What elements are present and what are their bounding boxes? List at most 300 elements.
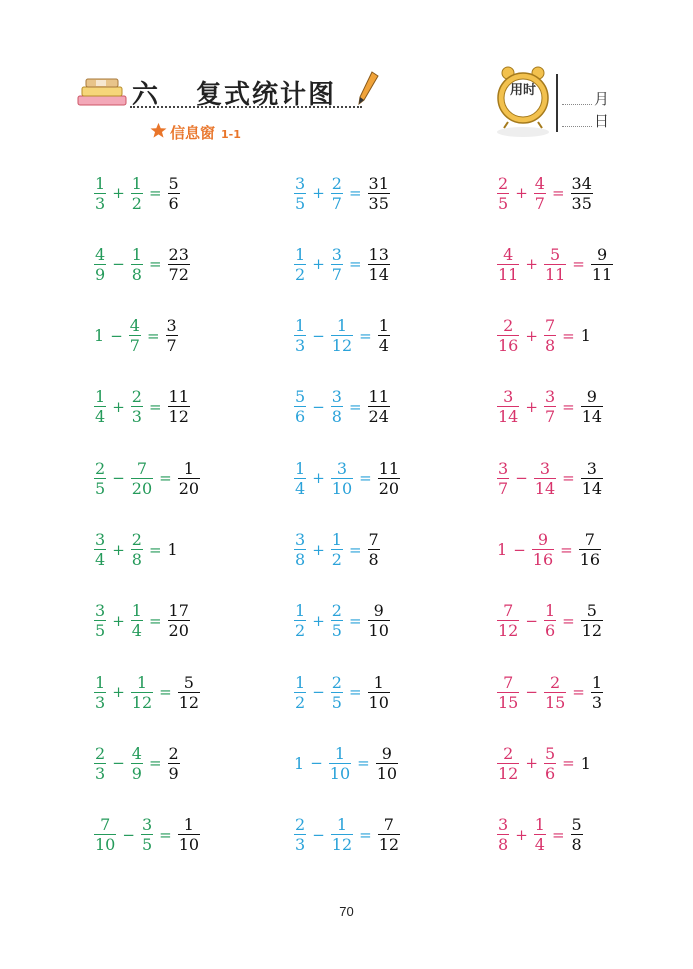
operand-fraction <box>294 601 306 640</box>
numerator: 3 <box>498 458 509 478</box>
operand-fraction <box>331 673 343 712</box>
operator: + <box>112 540 125 559</box>
equals-sign: = <box>148 754 162 773</box>
equation <box>495 170 595 216</box>
month-label: 月 <box>594 90 610 108</box>
operand-fraction <box>534 174 546 213</box>
numerator: 1 <box>183 458 194 478</box>
denominator: 2 <box>131 193 142 213</box>
result-fraction <box>368 530 380 569</box>
result-fraction <box>581 601 603 640</box>
numerator: 1 <box>336 815 348 835</box>
operand-fraction <box>94 815 116 854</box>
result-fraction <box>368 601 390 640</box>
equals-sign: = <box>572 683 585 702</box>
numerator: 1 <box>295 601 306 621</box>
operand-fraction <box>94 673 106 712</box>
numerator: 1 <box>336 316 348 336</box>
numerator: 5 <box>544 743 556 763</box>
denominator: 16 <box>579 550 601 569</box>
operator: − <box>112 255 125 274</box>
operand-fraction <box>94 387 106 426</box>
numerator: 3 <box>336 458 348 478</box>
operand-fraction <box>544 673 566 712</box>
denominator: 10 <box>329 763 351 783</box>
denominator: 8 <box>571 835 582 855</box>
equals-sign: = <box>146 326 160 345</box>
operand-fraction <box>94 601 106 640</box>
denominator: 11 <box>591 264 613 284</box>
numerator: 34 <box>571 173 592 193</box>
denominator: 12 <box>331 835 353 855</box>
denominator: 20 <box>378 478 400 498</box>
operator: − <box>310 754 323 773</box>
operand-fraction <box>544 601 556 640</box>
denominator: 16 <box>498 336 519 356</box>
numerator: 3 <box>586 458 597 478</box>
denominator: 12 <box>131 692 153 712</box>
denominator: 7 <box>544 407 556 427</box>
result-fraction <box>376 744 398 783</box>
numerator: 3 <box>331 387 342 407</box>
denominator: 7 <box>166 336 177 356</box>
equals-sign: = <box>148 255 162 274</box>
numerator: 1 <box>95 173 106 193</box>
numerator: 5 <box>550 244 561 264</box>
operator: + <box>312 540 325 559</box>
operator: − <box>110 326 123 345</box>
operand-whole: 1 <box>94 326 105 346</box>
section-subtitle <box>150 122 241 143</box>
denominator: 7 <box>129 336 140 356</box>
equation <box>292 669 392 715</box>
operator: − <box>312 683 325 702</box>
denominator: 24 <box>368 407 389 427</box>
operator: − <box>112 754 125 773</box>
operand-fraction <box>294 245 306 284</box>
denominator: 6 <box>168 193 179 213</box>
denominator: 3 <box>95 692 106 712</box>
numerator: 1 <box>131 173 142 193</box>
operand-fraction <box>141 815 153 854</box>
equals-sign: = <box>551 825 565 844</box>
numerator: 1 <box>378 316 389 336</box>
operand-fraction <box>131 174 143 213</box>
numerator: 13 <box>368 244 389 264</box>
denominator: 2 <box>331 550 342 569</box>
equation <box>495 241 615 287</box>
numerator: 2 <box>95 743 106 763</box>
denominator: 3 <box>95 763 106 783</box>
operator: + <box>525 255 538 274</box>
numerator: 7 <box>136 458 148 478</box>
operand-fraction <box>94 459 106 498</box>
denominator: 10 <box>368 621 389 641</box>
result-fraction <box>378 459 400 498</box>
denominator: 10 <box>331 478 353 498</box>
denominator: 9 <box>95 264 106 284</box>
numerator: 23 <box>168 244 189 264</box>
numerator: 9 <box>373 601 384 621</box>
title-text: 复式统计图 <box>196 80 337 110</box>
result-fraction <box>168 601 190 640</box>
operator: + <box>525 397 538 416</box>
denominator: 5 <box>498 193 509 213</box>
operator: − <box>312 397 325 416</box>
denominator: 4 <box>534 835 545 855</box>
equals-sign: = <box>560 540 573 559</box>
denominator: 10 <box>376 763 398 783</box>
operator: − <box>515 469 528 488</box>
result-fraction <box>591 245 613 284</box>
denominator: 20 <box>131 478 153 498</box>
numerator: 3 <box>141 815 153 835</box>
numerator: 7 <box>100 815 111 835</box>
numerator: 1 <box>95 387 106 407</box>
subtitle-label: 信息窗 <box>170 124 216 142</box>
result-fraction <box>166 316 178 355</box>
numerator: 3 <box>544 387 556 407</box>
operator: − <box>525 683 538 702</box>
result-fraction <box>178 673 200 712</box>
title-underline <box>130 106 362 108</box>
denominator: 6 <box>544 621 556 641</box>
numerator: 5 <box>168 173 179 193</box>
denominator: 2 <box>295 692 306 712</box>
numerator: 4 <box>95 244 106 264</box>
operand-whole: 1 <box>294 753 305 773</box>
numerator: 5 <box>586 601 597 621</box>
denominator: 9 <box>168 763 179 783</box>
equation <box>292 740 400 786</box>
numerator: 1 <box>591 672 603 692</box>
numerator: 3 <box>166 316 177 336</box>
denominator: 16 <box>532 550 554 569</box>
operand-fraction <box>331 316 353 355</box>
numerator: 3 <box>539 458 551 478</box>
numerator: 3 <box>503 387 514 407</box>
denominator: 6 <box>295 407 306 427</box>
result-fraction <box>581 387 603 426</box>
books-icon <box>74 76 130 110</box>
denominator: 5 <box>331 692 342 712</box>
result-fraction <box>591 673 603 712</box>
result-fraction <box>168 744 180 783</box>
numerator: 9 <box>586 387 597 407</box>
result-fraction <box>368 387 390 426</box>
numerator: 2 <box>95 458 106 478</box>
numerator: 2 <box>331 601 342 621</box>
denominator: 20 <box>168 621 189 641</box>
denominator: 14 <box>581 407 603 427</box>
denominator: 12 <box>581 621 603 641</box>
equation <box>92 598 192 644</box>
denominator: 3 <box>591 692 603 712</box>
equals-sign: = <box>562 469 575 488</box>
denominator: 15 <box>498 692 519 712</box>
numerator: 2 <box>503 743 514 763</box>
denominator: 4 <box>95 407 106 427</box>
numerator: 11 <box>378 458 400 478</box>
result-fraction <box>378 815 400 854</box>
numerator: 1 <box>131 601 142 621</box>
equation <box>495 455 605 501</box>
numerator: 9 <box>596 244 608 264</box>
operand-fraction <box>329 744 351 783</box>
numerator: 3 <box>95 601 106 621</box>
operand-fraction <box>532 530 554 569</box>
operator: − <box>312 825 325 844</box>
operand-fraction <box>331 174 343 213</box>
denominator: 10 <box>178 835 200 855</box>
operator: + <box>312 611 325 630</box>
clock-label: 用时 <box>509 83 536 98</box>
operator: + <box>112 184 125 202</box>
denominator: 20 <box>178 478 200 498</box>
denominator: 7 <box>534 193 545 213</box>
numerator: 3 <box>295 173 306 193</box>
numerator: 1 <box>295 316 306 336</box>
operand-fraction <box>544 387 556 426</box>
denominator: 12 <box>498 621 519 641</box>
denominator: 12 <box>331 336 353 356</box>
operand-fraction <box>544 744 556 783</box>
equation <box>292 384 392 430</box>
equals-sign: = <box>348 540 362 559</box>
numerator: 7 <box>368 530 379 549</box>
denominator: 14 <box>368 264 389 284</box>
equals-sign: = <box>348 184 362 202</box>
operand-fraction <box>534 815 546 854</box>
result-fraction <box>168 387 190 426</box>
numerator: 1 <box>131 244 142 264</box>
equation <box>292 313 392 359</box>
equals-sign: = <box>148 184 162 202</box>
numerator: 3 <box>95 530 106 549</box>
numerator: 5 <box>183 672 194 692</box>
denominator: 8 <box>131 550 142 569</box>
operand-fraction <box>544 245 566 284</box>
numerator: 1 <box>183 815 194 835</box>
operator: − <box>525 611 538 630</box>
equation <box>292 241 392 287</box>
equation <box>92 313 180 359</box>
operator: + <box>515 184 528 202</box>
equation <box>292 170 392 216</box>
denominator: 8 <box>131 264 142 284</box>
numerator: 9 <box>537 530 549 549</box>
numerator: 2 <box>498 173 509 193</box>
equals-sign: = <box>159 469 172 488</box>
denominator: 12 <box>168 407 189 427</box>
page-number: 70 <box>339 904 354 919</box>
result-fraction <box>368 245 390 284</box>
operator: + <box>112 611 125 630</box>
result-fraction <box>579 530 601 569</box>
numerator: 7 <box>503 601 514 621</box>
operand-fraction <box>131 744 143 783</box>
denominator: 5 <box>295 193 306 213</box>
operand-fraction <box>131 245 143 284</box>
operand-fraction <box>131 601 143 640</box>
equals-sign: = <box>359 469 372 488</box>
result-fraction <box>178 815 200 854</box>
operand-fraction <box>131 673 153 712</box>
operator: + <box>525 326 538 345</box>
equals-sign: = <box>148 611 162 630</box>
numerator: 1 <box>331 530 342 549</box>
numerator: 1 <box>534 815 545 835</box>
result-whole: 1 <box>580 753 591 773</box>
numerator: 2 <box>295 815 306 835</box>
operand-fraction <box>497 174 509 213</box>
equation <box>92 384 192 430</box>
equation <box>92 527 180 573</box>
operand-fraction <box>331 459 353 498</box>
operand-fraction <box>94 744 106 783</box>
day-label: 日 <box>594 112 610 130</box>
denominator: 7 <box>331 193 342 213</box>
denominator: 35 <box>571 193 592 213</box>
result-fraction <box>581 459 603 498</box>
equation <box>92 170 182 216</box>
result-fraction <box>368 673 390 712</box>
denominator: 8 <box>498 835 509 855</box>
operand-fraction <box>131 459 153 498</box>
operand-fraction <box>294 387 306 426</box>
numerator: 17 <box>168 601 189 621</box>
operator: + <box>312 255 325 274</box>
equals-sign: = <box>348 255 362 274</box>
denominator: 14 <box>534 478 556 498</box>
numerator: 4 <box>534 173 545 193</box>
operator: + <box>525 754 538 773</box>
equals-sign: = <box>562 754 575 773</box>
denominator: 3 <box>295 336 306 356</box>
numerator: 1 <box>95 672 106 692</box>
denominator: 4 <box>378 336 389 356</box>
operand-fraction <box>534 459 556 498</box>
numerator: 1 <box>373 672 384 692</box>
pencil-icon <box>356 70 380 106</box>
equation <box>92 669 202 715</box>
denominator: 14 <box>581 478 603 498</box>
denominator: 2 <box>295 264 306 284</box>
numerator: 4 <box>503 244 514 264</box>
equation <box>495 740 593 786</box>
denominator: 8 <box>331 407 342 427</box>
denominator: 8 <box>544 336 556 356</box>
operand-fraction <box>497 316 519 355</box>
operand-fraction <box>294 174 306 213</box>
title-number: 六 <box>132 80 161 110</box>
operand-fraction <box>94 530 106 569</box>
equation <box>495 527 603 573</box>
operator: + <box>312 184 325 202</box>
numerator: 3 <box>295 530 306 549</box>
denominator: 10 <box>368 692 389 712</box>
equation <box>495 598 605 644</box>
numerator: 2 <box>550 672 561 692</box>
operator: − <box>112 469 125 488</box>
operand-fraction <box>497 601 519 640</box>
operand-fraction <box>497 744 519 783</box>
operand-fraction <box>294 530 306 569</box>
operator: + <box>112 397 125 416</box>
operand-fraction <box>294 459 306 498</box>
equation <box>92 812 202 858</box>
denominator: 9 <box>131 763 142 783</box>
numerator: 2 <box>131 530 142 549</box>
numerator: 4 <box>129 316 140 336</box>
denominator: 14 <box>498 407 519 427</box>
month-blank <box>562 104 592 105</box>
equation <box>92 740 182 786</box>
operand-fraction <box>294 815 306 854</box>
equation <box>495 812 585 858</box>
operand-fraction <box>131 387 143 426</box>
operand-fraction <box>331 530 343 569</box>
operand-fraction <box>331 601 343 640</box>
operand-fraction <box>497 245 519 284</box>
denominator: 12 <box>378 835 400 855</box>
operand-fraction <box>129 316 141 355</box>
denominator: 3 <box>295 835 306 855</box>
numerator: 1 <box>544 601 556 621</box>
equals-sign: = <box>159 825 172 844</box>
operand-fraction <box>294 673 306 712</box>
alarm-clock-icon <box>494 62 552 138</box>
result-fraction <box>368 174 390 213</box>
denominator: 5 <box>141 835 153 855</box>
denominator: 15 <box>544 692 566 712</box>
numerator: 1 <box>334 743 346 763</box>
equals-sign: = <box>359 825 372 844</box>
denominator: 8 <box>368 550 379 569</box>
operand-fraction <box>131 530 143 569</box>
denominator: 5 <box>331 621 342 641</box>
operand-fraction <box>544 316 556 355</box>
equals-sign: = <box>348 683 362 702</box>
equation <box>92 455 202 501</box>
operand-fraction <box>294 316 306 355</box>
equals-sign: = <box>562 397 575 416</box>
numerator: 1 <box>295 458 306 478</box>
denominator: 7 <box>331 264 342 284</box>
numerator: 1 <box>295 672 306 692</box>
operand-fraction <box>497 459 509 498</box>
operator: − <box>513 540 526 559</box>
operand-fraction <box>497 815 509 854</box>
equals-sign: = <box>159 683 172 702</box>
numerator: 2 <box>331 173 342 193</box>
operand-fraction <box>331 815 353 854</box>
equation <box>495 313 593 359</box>
equals-sign: = <box>359 326 372 345</box>
equals-sign: = <box>357 754 370 773</box>
numerator: 9 <box>381 743 392 763</box>
equals-sign: = <box>148 540 162 559</box>
numerator: 2 <box>131 387 142 407</box>
equation <box>292 527 382 573</box>
numerator: 31 <box>368 173 389 193</box>
operator: + <box>515 825 528 844</box>
operator: + <box>312 469 325 488</box>
result-fraction <box>378 316 390 355</box>
numerator: 7 <box>383 815 394 835</box>
denominator: 12 <box>498 763 519 783</box>
page-header <box>0 0 693 150</box>
